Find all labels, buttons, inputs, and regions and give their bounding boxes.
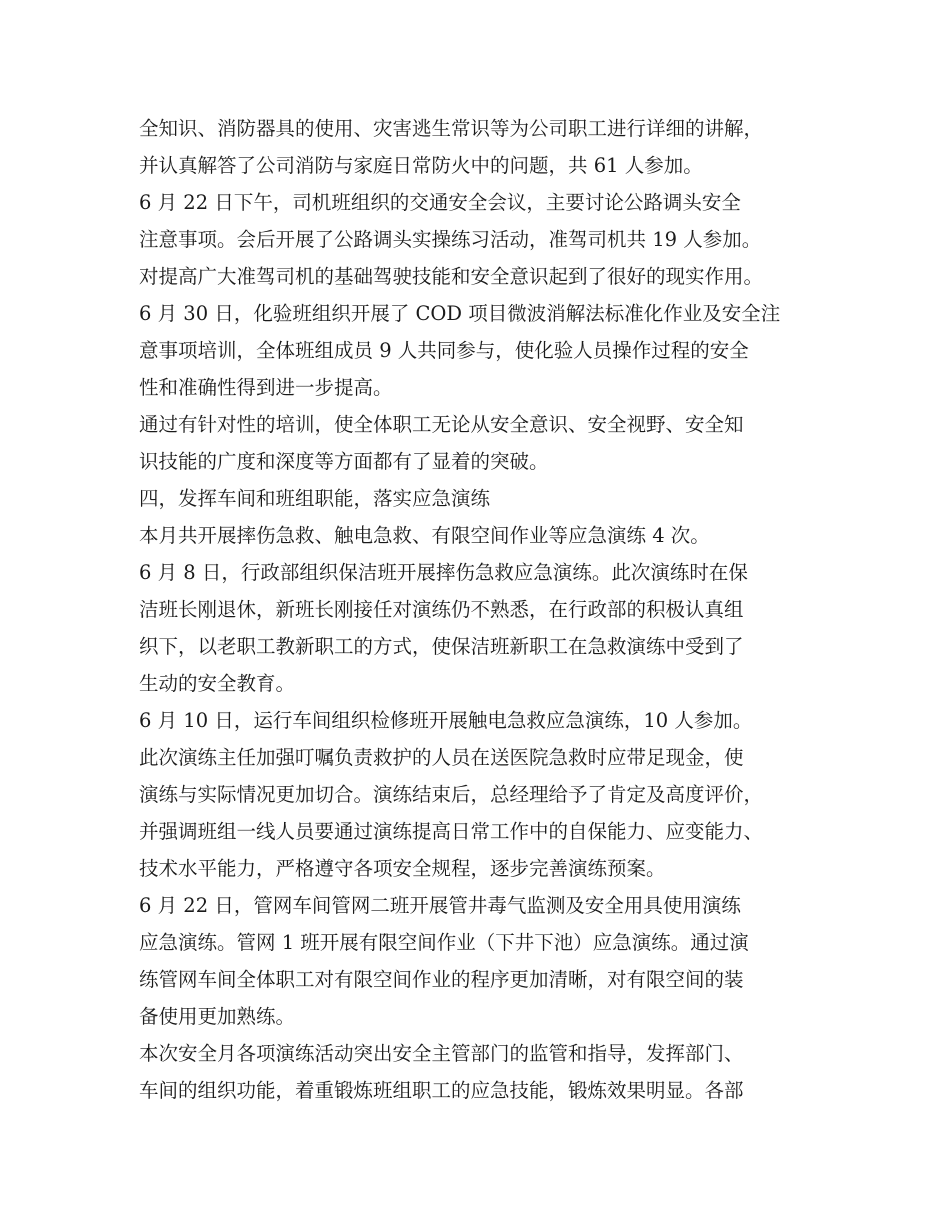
text-line: 此次演练主任加强叮嘱负责救护的人员在送医院急救时应带足现金，使	[139, 746, 744, 769]
text-line: 本月共开展摔伤急救、触电急救、有限空间作业等应急演练 4 次。	[139, 524, 710, 547]
text-line: 6 月 22 日下午，司机班组织的交通安全会议，主要讨论公路调头安全	[139, 191, 741, 214]
text-line: 洁班长刚退休，新班长刚接任对演练仍不熟悉，在行政部的积极认真组	[139, 598, 744, 621]
text-line: 6 月 8 日，行政部组织保洁班开展摔伤急救应急演练。此次演练时在保	[139, 561, 748, 584]
document-body	[139, 110, 829, 1109]
text-line: 6 月 22 日，管网车间管网二班开展管井毒气监测及安全用具使用演练	[139, 894, 741, 917]
text-line: 注意事项。会后开展了公路调头实操练习活动，准驾司机共 19 人参加。	[139, 228, 762, 251]
text-line: 6 月 30 日，化验班组织开展了 COD 项目微波消解法标准化作业及安全注	[139, 302, 781, 325]
section-heading: 四，发挥车间和班组职能，落实应急演练	[139, 487, 491, 510]
text-line: 演练与实际情况更加切合。演练结束后，总经理给予了肯定及高度评价，	[139, 783, 764, 806]
text-line: 全知识、消防器具的使用、灾害逃生常识等为公司职工进行详细的讲解，	[139, 117, 764, 140]
text-line: 并认真解答了公司消防与家庭日常防火中的问题，共 61 人参加。	[139, 154, 703, 177]
text-line: 织下，以老职工教新职工的方式，使保洁班新职工在急救演练中受到了	[139, 635, 744, 658]
text-line: 备使用更加熟练。	[139, 1005, 296, 1028]
text-line: 本次安全月各项演练活动突出安全主管部门的监管和指导，发挥部门、	[139, 1042, 744, 1065]
text-line: 生动的安全教育。	[139, 672, 296, 695]
text-line: 6 月 10 日，运行车间组织检修班开展触电急救应急演练，10 人参加。	[139, 709, 753, 732]
text-line: 练管网车间全体职工对有限空间作业的程序更加清晰，对有限空间的装	[139, 968, 744, 991]
text-line: 意事项培训，全体班组成员 9 人共同参与，使化验人员操作过程的安全	[139, 339, 749, 362]
text-line: 对提高广大准驾司机的基础驾驶技能和安全意识起到了很好的现实作用。	[139, 265, 764, 288]
text-line: 通过有针对性的培训，使全体职工无论从安全意识、安全视野、安全知	[139, 413, 744, 436]
text-line: 并强调班组一线人员要通过演练提高日常工作中的自保能力、应变能力、	[139, 820, 764, 843]
text-line: 识技能的广度和深度等方面都有了显着的突破。	[139, 450, 549, 473]
text-line: 应急演练。管网 1 班开展有限空间作业（下井下池）应急演练。通过演	[139, 931, 749, 954]
text-line: 车间的组织功能，着重锻炼班组职工的应急技能，锻炼效果明显。各部	[139, 1079, 744, 1102]
text-line: 技术水平能力，严格遵守各项安全规程，逐步完善演练预案。	[139, 857, 666, 880]
text-line: 性和准确性得到进一步提高。	[139, 376, 393, 399]
